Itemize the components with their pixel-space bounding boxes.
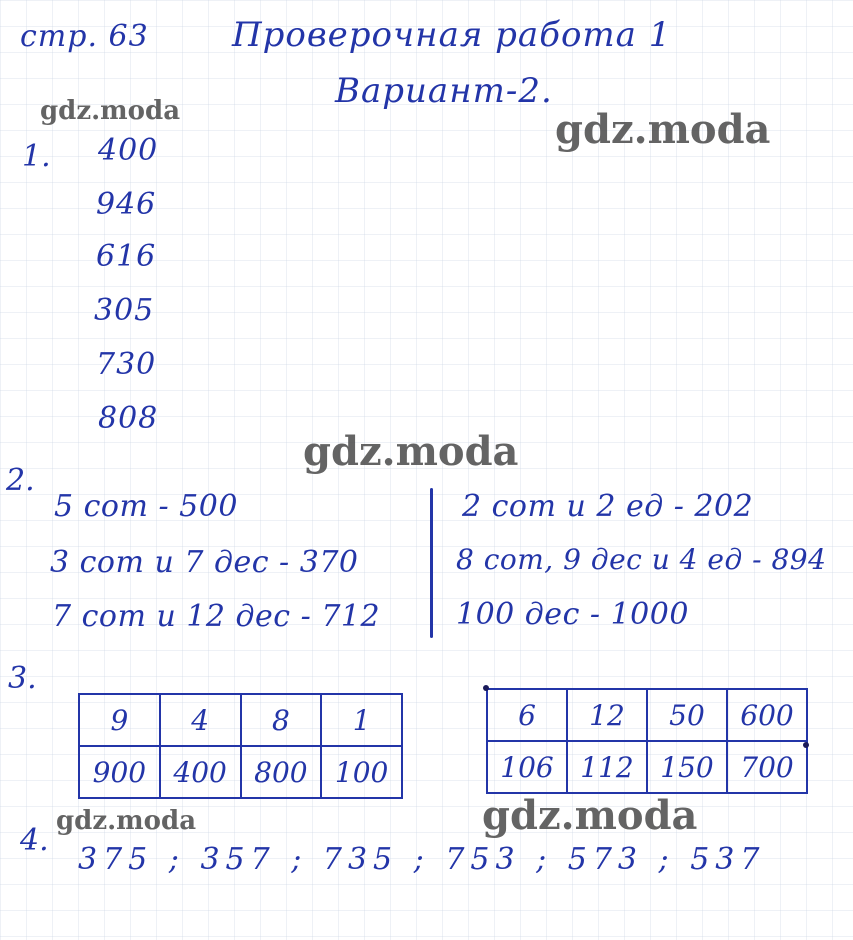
table-cell: 900 xyxy=(79,746,160,798)
watermark: gdz.moda xyxy=(56,806,197,836)
worksheet-title: Проверочная работа 1 xyxy=(232,15,672,55)
place-value-table-a xyxy=(78,693,403,799)
column-divider xyxy=(430,488,433,638)
watermark: gdz.moda xyxy=(482,792,698,839)
task-3-marker: 3. xyxy=(8,661,37,696)
conversion-left: 5 сот - 500 xyxy=(54,489,238,524)
page-reference: стр. 63 xyxy=(20,19,149,54)
table-cell: 150 xyxy=(647,741,727,793)
table-cell: 700 xyxy=(727,741,807,793)
task-1-number: 305 xyxy=(94,293,155,328)
table-cell: 106 xyxy=(487,741,567,793)
task-1-number: 730 xyxy=(96,347,157,382)
table-cell: 800 xyxy=(241,746,322,798)
place-value-table-b xyxy=(486,688,808,794)
conversion-right: 100 дес - 1000 xyxy=(456,597,689,632)
table-cell: 1 xyxy=(321,694,402,746)
task-1-number: 616 xyxy=(96,239,157,274)
table-cell: 600 xyxy=(727,689,807,741)
conversion-right: 2 сот и 2 ед - 202 xyxy=(462,489,754,524)
table-cell: 8 xyxy=(241,694,322,746)
ink-dot xyxy=(803,742,809,748)
table-cell: 50 xyxy=(647,689,727,741)
watermark: gdz.moda xyxy=(303,428,519,475)
table-cell: 112 xyxy=(567,741,647,793)
table-cell: 400 xyxy=(160,746,241,798)
conversion-left: 3 сот и 7 дес - 370 xyxy=(50,545,359,580)
ink-dot xyxy=(483,685,489,691)
task-1-marker: 1. xyxy=(22,139,51,174)
table-cell: 9 xyxy=(79,694,160,746)
table-cell: 4 xyxy=(160,694,241,746)
variant-label: Вариант-2. xyxy=(335,71,553,111)
digit-permutations: 375 ; 357 ; 735 ; 753 ; 573 ; 537 xyxy=(78,842,766,877)
task-1-number: 946 xyxy=(96,187,157,222)
watermark: gdz.moda xyxy=(40,96,181,126)
task-1-number: 808 xyxy=(98,401,159,436)
conversion-right: 8 сот, 9 дес и 4 ед - 894 xyxy=(456,543,827,576)
task-2-marker: 2. xyxy=(6,463,35,498)
watermark: gdz.moda xyxy=(555,106,771,153)
table-cell: 100 xyxy=(321,746,402,798)
table-cell: 12 xyxy=(567,689,647,741)
table-cell: 6 xyxy=(487,689,567,741)
task-4-marker: 4. xyxy=(20,823,49,858)
task-1-number: 400 xyxy=(98,133,159,168)
conversion-left: 7 сот и 12 дес - 712 xyxy=(52,599,381,634)
